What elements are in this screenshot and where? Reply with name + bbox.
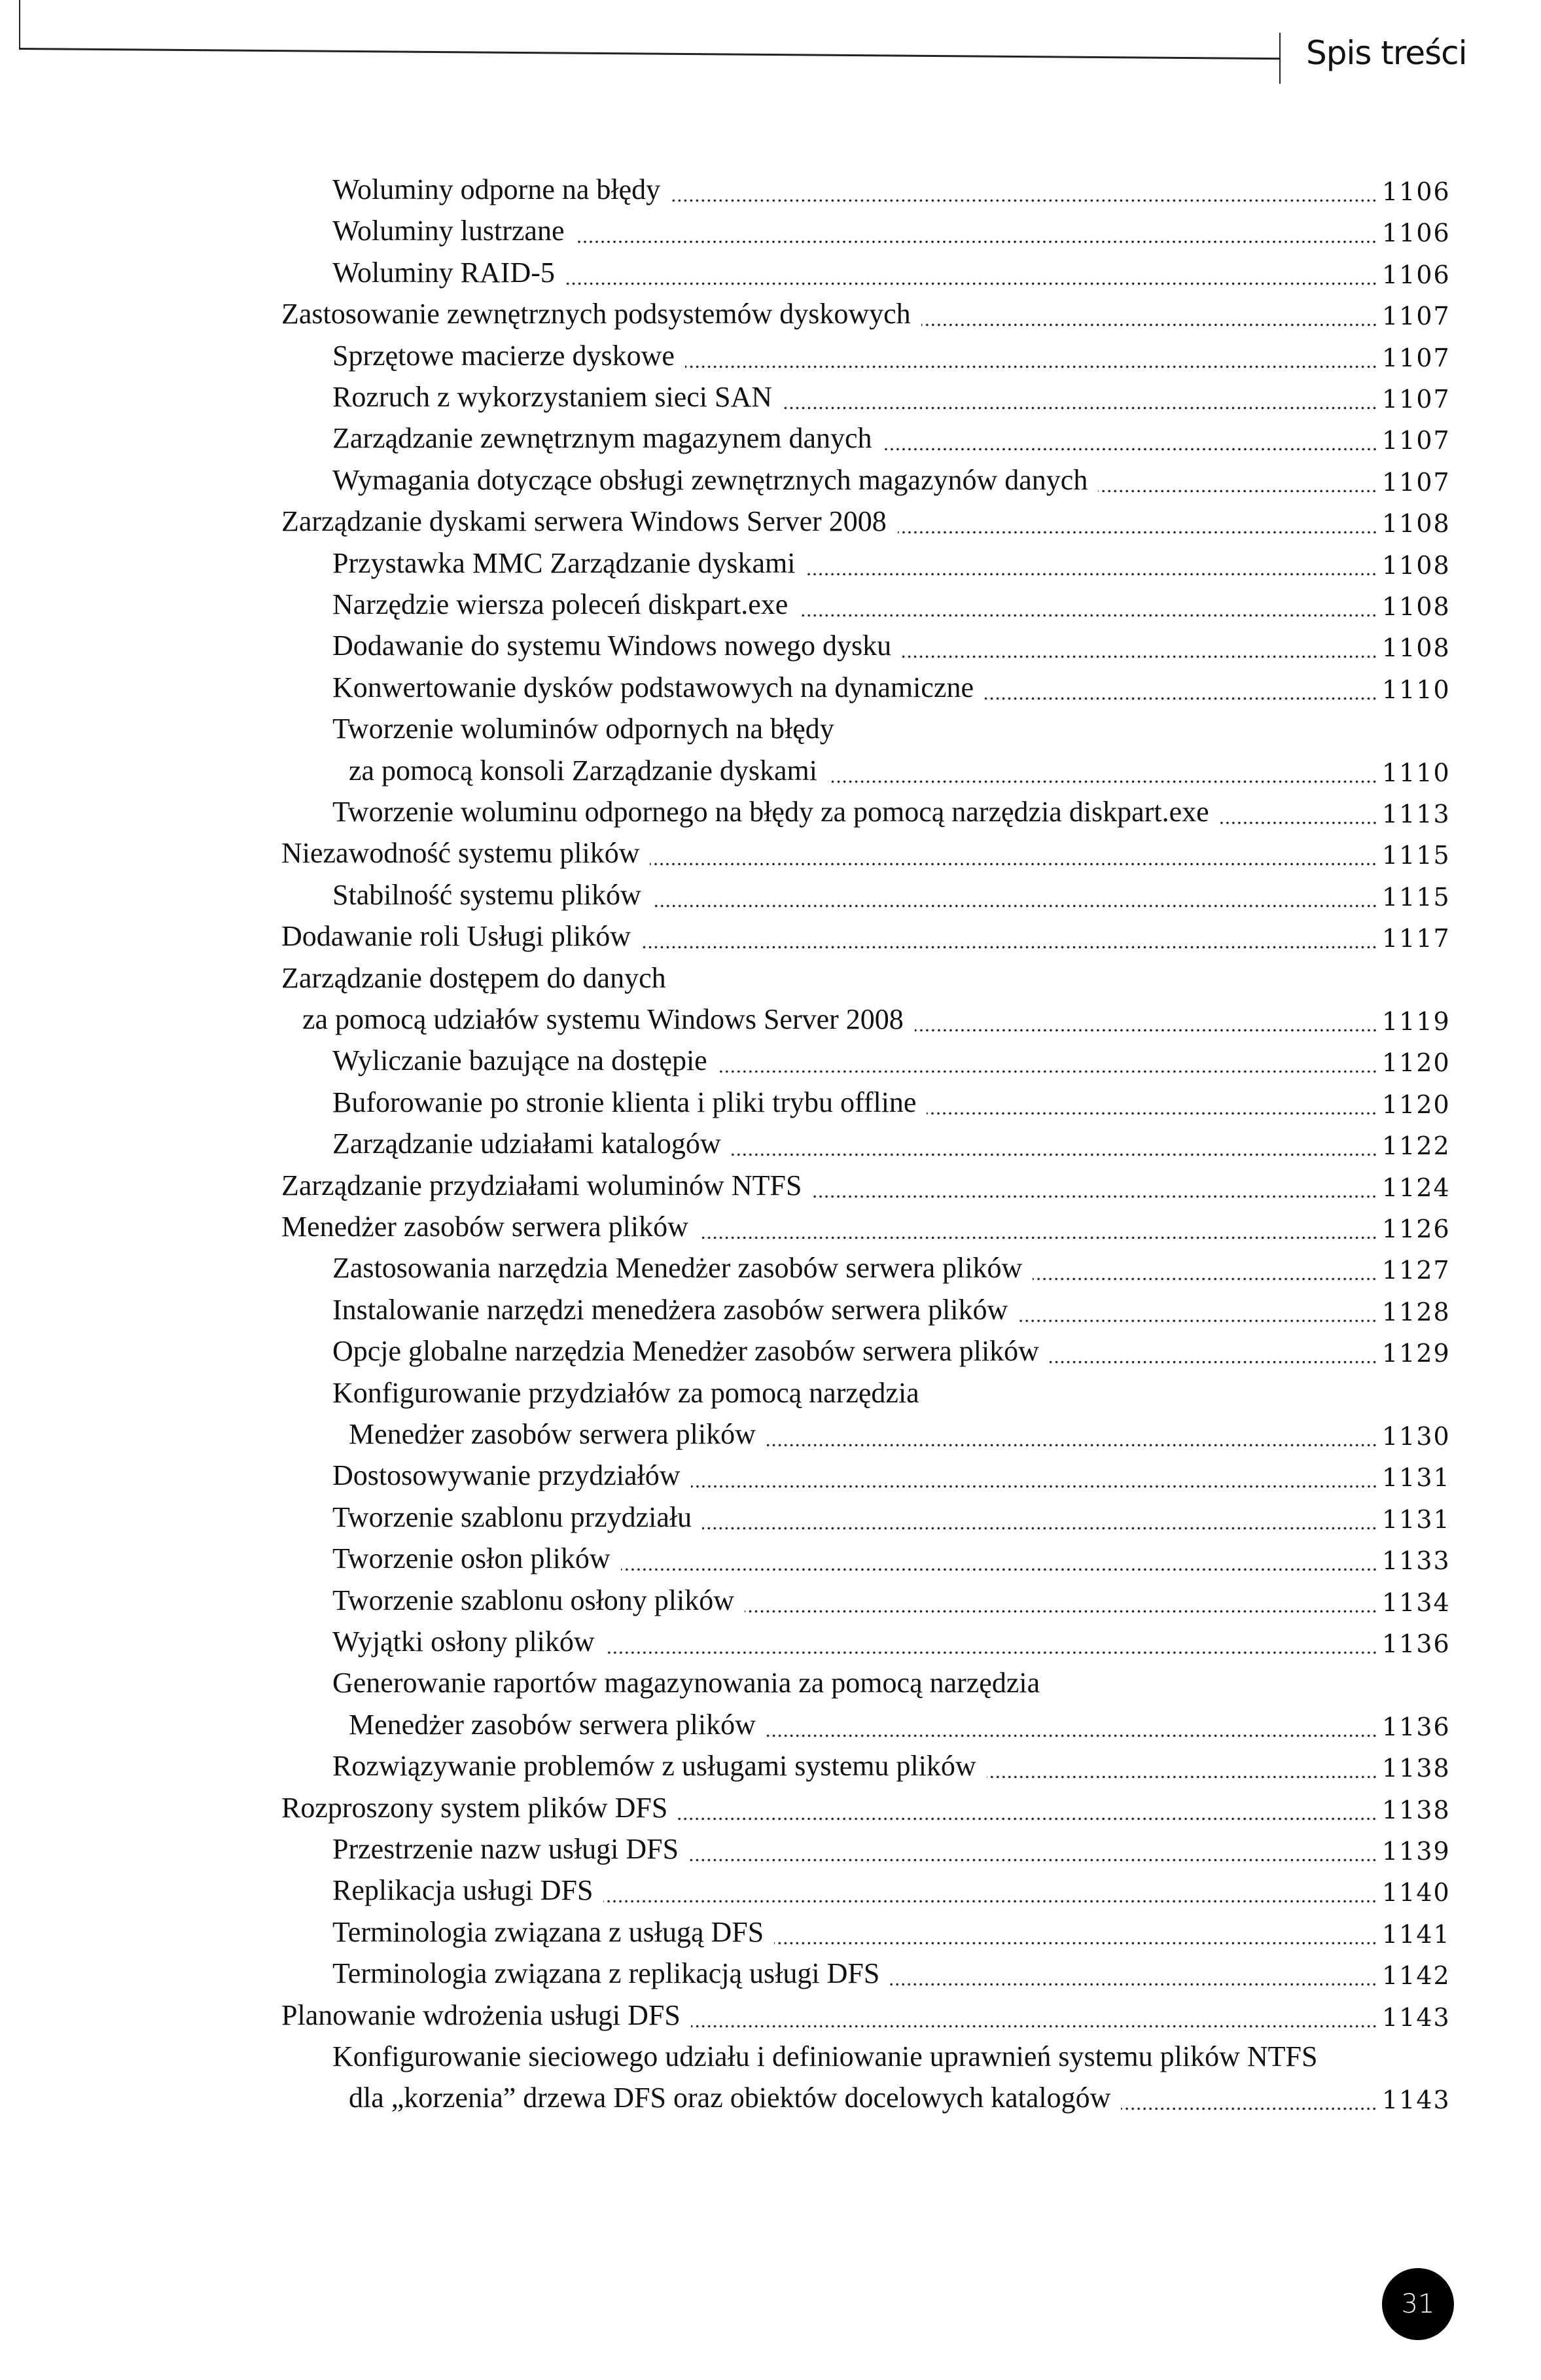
toc-entry-title: Generowanie raportów magazynowania za pomocą narzędzia <box>332 1667 1040 1699</box>
toc-entry-page: 1108 <box>1382 633 1451 663</box>
toc-entry-page: 1128 <box>1382 1297 1451 1326</box>
page-number: 31 <box>1401 2289 1435 2319</box>
toc-entry-page: 1120 <box>1382 1090 1451 1119</box>
dot-leader <box>984 667 1377 708</box>
toc-entry-title: Zarządzanie zewnętrznym magazynem danych <box>332 422 872 455</box>
toc-entry-page: 1108 <box>1382 509 1451 539</box>
toc-entry-title: Terminologia związana z usługą DFS <box>332 1915 764 1948</box>
toc-entry[interactable] <box>0 1040 1541 1081</box>
dot-leader <box>1098 459 1377 501</box>
dot-leader <box>603 1870 1377 1911</box>
toc-entry[interactable] <box>0 376 1541 417</box>
toc-entry-page: 1107 <box>1382 467 1451 497</box>
dot-leader <box>927 1082 1377 1123</box>
dot-leader <box>691 1455 1377 1496</box>
toc-entry-title: Dodawanie roli Usługi plików <box>281 920 631 953</box>
toc-entry[interactable] <box>0 999 1541 1040</box>
toc-entry-title: Tworzenie woluminu odpornego na błędy za pomocą narzędzia diskpart.exe <box>332 796 1209 828</box>
dot-leader <box>575 210 1377 251</box>
dot-leader <box>652 874 1377 915</box>
toc-entry-page: 1142 <box>1382 1961 1451 1991</box>
dot-leader <box>783 376 1377 417</box>
dot-leader <box>1018 1289 1377 1330</box>
toc-entry[interactable] <box>0 957 1541 999</box>
toc-entry-title: Narzędzie wiersza poleceń diskpart.exe <box>332 588 788 620</box>
dot-leader <box>1033 1247 1377 1288</box>
toc-entry-page: 1115 <box>1382 882 1451 912</box>
toc-entry-title: Planowanie wdrożenia usługi DFS <box>281 1998 681 2031</box>
toc-entry-title: Zastosowania narzędzia Menedżer zasobów serwera plików <box>332 1252 1023 1285</box>
toc-entry[interactable] <box>0 1745 1541 1786</box>
toc-entry[interactable] <box>0 667 1541 708</box>
toc-entry-title: Zarządzanie przydziałami woluminów NTFS <box>281 1169 802 1201</box>
toc-entry-title: Wymagania dotyczące obsługi zewnętrznych magazynów danych <box>332 463 1088 496</box>
toc-entry[interactable] <box>0 1247 1541 1288</box>
dot-leader <box>678 1787 1377 1828</box>
toc-entry-title: Zarządzanie udziałami katalogów <box>332 1128 721 1160</box>
dot-leader <box>565 252 1377 293</box>
toc-entry-title: za pomocą udziałów systemu Windows Server 2008 <box>302 1003 904 1035</box>
dot-leader <box>898 501 1377 542</box>
toc-entry[interactable] <box>0 1165 1541 1206</box>
toc-entry-title: Niezawodność systemu plików <box>281 837 640 870</box>
toc-entry[interactable] <box>0 1953 1541 1994</box>
toc-entry-title: Woluminy lustrzane <box>332 215 565 247</box>
header-rule-vertical-left <box>19 0 20 50</box>
dot-leader <box>828 750 1377 791</box>
toc-entry[interactable] <box>0 625 1541 666</box>
toc-entry[interactable] <box>0 1995 1541 2036</box>
page-number-badge <box>1382 2268 1454 2340</box>
toc-entry-title: Tworzenie osłon plików <box>332 1542 611 1575</box>
dot-leader <box>702 1497 1377 1538</box>
toc-entry-title: Dodawanie do systemu Windows nowego dysku <box>332 630 892 662</box>
toc-entry[interactable] <box>0 169 1541 210</box>
toc-entry[interactable] <box>0 832 1541 874</box>
toc-entry-page: 1124 <box>1382 1173 1451 1202</box>
toc-entry-page: 1120 <box>1382 1048 1451 1078</box>
toc-entry[interactable] <box>0 1911 1541 1953</box>
toc-entry-title: dla „korzenia” drzewa DFS oraz obiektów docelowych katalogów <box>349 2082 1111 2114</box>
dot-leader <box>766 1704 1377 1745</box>
toc-entry[interactable] <box>0 1704 1541 1745</box>
dot-leader <box>1121 2077 1377 2118</box>
dot-leader <box>685 335 1377 376</box>
toc-entry-page: 1107 <box>1382 426 1451 455</box>
toc-entry-title: Woluminy odporne na błędy <box>332 173 661 205</box>
toc-entry-page: 1141 <box>1382 1919 1451 1949</box>
dot-leader <box>1050 1330 1377 1372</box>
toc-entry-page: 1106 <box>1382 260 1451 289</box>
toc-entry[interactable] <box>0 252 1541 293</box>
toc-entry-title: za pomocą konsoli Zarządzanie dyskami <box>349 754 817 787</box>
toc-entry-page: 1143 <box>1382 2086 1451 2115</box>
dot-leader <box>798 584 1377 625</box>
toc-entry-title: Przestrzenie nazw usługi DFS <box>332 1833 679 1865</box>
toc-entry-page: 1107 <box>1382 343 1451 372</box>
toc-entry-page: 1134 <box>1382 1588 1451 1617</box>
toc-entry-title: Menedżer zasobów serwera plików <box>349 1418 756 1450</box>
toc-entry-page: 1106 <box>1382 219 1451 248</box>
toc-entry-page: 1133 <box>1382 1546 1451 1576</box>
toc-entry[interactable] <box>0 501 1541 542</box>
dot-leader <box>605 1621 1377 1662</box>
dot-leader <box>641 915 1377 957</box>
toc-entry-page: 1138 <box>1382 1754 1451 1783</box>
toc-entry[interactable] <box>0 1082 1541 1123</box>
toc-entry-title: Wyjątki osłony plików <box>332 1625 595 1658</box>
toc-entry-page: 1110 <box>1382 758 1451 787</box>
toc-entry[interactable] <box>0 1455 1541 1496</box>
toc-entry-title: Zarządzanie dostępem do danych <box>281 961 666 994</box>
header-rule-vertical-right <box>1279 33 1281 84</box>
toc-entry[interactable] <box>0 417 1541 459</box>
toc-entry-title: Tworzenie woluminów odpornych na błędy <box>332 713 834 745</box>
toc-entry-title: Instalowanie narzędzi menedżera zasobów serwera plików <box>332 1293 1008 1326</box>
dot-leader <box>812 1165 1377 1206</box>
toc-entry-title: Stabilność systemu plików <box>332 878 641 911</box>
dot-leader <box>699 1206 1377 1247</box>
dot-leader <box>806 542 1377 584</box>
toc-entry-page: 1119 <box>1382 1007 1451 1036</box>
toc-entry-title: Zarządzanie dyskami serwera Windows Server 2008 <box>281 505 887 538</box>
toc-entry-title: Przystawka MMC Zarządzanie dyskami <box>332 546 796 579</box>
toc-entry[interactable] <box>0 1580 1541 1621</box>
dot-leader <box>883 417 1377 459</box>
dot-leader <box>921 293 1377 334</box>
toc-entry[interactable] <box>0 1497 1541 1538</box>
toc-entry[interactable] <box>0 1330 1541 1372</box>
toc-entry-title: Tworzenie szablonu osłony plików <box>332 1584 735 1616</box>
dot-leader <box>902 625 1377 666</box>
toc-entry[interactable] <box>0 2036 1541 2077</box>
toc-entry[interactable] <box>0 1538 1541 1579</box>
toc-entry-page: 1108 <box>1382 592 1451 621</box>
dot-leader <box>774 1911 1377 1953</box>
toc-entry-title: Woluminy RAID-5 <box>332 256 555 289</box>
toc-entry-page: 1107 <box>1382 302 1451 331</box>
toc-entry[interactable] <box>0 874 1541 915</box>
toc-entry-title: Konfigurowanie sieciowego udziału i definiowanie uprawnień systemu plików NTFS <box>332 2040 1318 2072</box>
toc-entry-title: Sprzętowe macierze dyskowe <box>332 339 675 372</box>
toc-entry-page: 1131 <box>1382 1504 1451 1534</box>
toc-entry-title: Wyliczanie bazujące na dostępie <box>332 1044 707 1077</box>
toc-entry-page: 1130 <box>1382 1422 1451 1451</box>
toc-entry[interactable] <box>0 1621 1541 1662</box>
dot-leader <box>766 1413 1377 1455</box>
toc-entry-page: 1127 <box>1382 1256 1451 1285</box>
toc-entry-page: 1129 <box>1382 1339 1451 1368</box>
toc-entry-page: 1108 <box>1382 550 1451 580</box>
toc-entry-page: 1107 <box>1382 385 1451 414</box>
dot-leader <box>915 999 1377 1040</box>
toc-entry-title: Zastosowanie zewnętrznych podsystemów dyskowych <box>281 298 911 330</box>
toc-entry[interactable] <box>0 1870 1541 1911</box>
dot-leader <box>691 1995 1377 2036</box>
toc-entry[interactable] <box>0 584 1541 625</box>
dot-leader <box>1220 791 1377 832</box>
toc-entry[interactable] <box>0 791 1541 832</box>
toc-entry[interactable] <box>0 1206 1541 1247</box>
toc-entry[interactable] <box>0 750 1541 791</box>
running-title: Spis treści <box>1306 34 1467 72</box>
dot-leader <box>718 1040 1377 1081</box>
toc-entry-page: 1136 <box>1382 1712 1451 1741</box>
toc-entry[interactable] <box>0 1413 1541 1455</box>
toc-entry-page: 1117 <box>1382 924 1451 953</box>
toc-entry-page: 1110 <box>1382 675 1451 704</box>
toc-entry-title: Konwertowanie dysków podstawowych na dynamiczne <box>332 671 974 703</box>
toc-entry[interactable] <box>0 459 1541 501</box>
toc-entry[interactable] <box>0 1123 1541 1164</box>
toc-entry-page: 1143 <box>1382 2002 1451 2032</box>
dot-leader <box>671 169 1377 210</box>
header-rule <box>19 48 1280 60</box>
toc-entry-title: Rozruch z wykorzystaniem sieci SAN <box>332 381 773 413</box>
toc-entry-title: Menedżer zasobów serwera plików <box>349 1708 756 1741</box>
toc-entry-page: 1131 <box>1382 1463 1451 1493</box>
toc-entry-title: Rozwiązywanie problemów z usługami systemu plików <box>332 1750 976 1783</box>
toc-entry-page: 1106 <box>1382 177 1451 206</box>
toc-entry[interactable] <box>0 335 1541 376</box>
toc-entry-title: Replikacja usługi DFS <box>332 1874 593 1907</box>
toc-entry[interactable] <box>0 210 1541 251</box>
toc-entry-page: 1140 <box>1382 1878 1451 1908</box>
toc-entry-title: Konfigurowanie przydziałów za pomocą narzędzia <box>332 1376 919 1409</box>
toc-entry[interactable] <box>0 293 1541 334</box>
dot-leader <box>745 1580 1377 1621</box>
toc-entry-title: Rozproszony system plików DFS <box>281 1791 668 1824</box>
toc-entry[interactable] <box>0 542 1541 584</box>
dot-leader <box>987 1745 1377 1786</box>
dot-leader <box>621 1538 1377 1579</box>
toc-entry-title: Opcje globalne narzędzia Menedżer zasobów serwera plików <box>332 1335 1039 1368</box>
dot-leader <box>732 1123 1377 1164</box>
toc-entry[interactable] <box>0 1372 1541 1413</box>
toc-entry[interactable] <box>0 1787 1541 1828</box>
dot-leader <box>689 1828 1377 1870</box>
toc-entry-title: Buforowanie po stronie klienta i pliki trybu offline <box>332 1086 917 1118</box>
toc-entry-page: 1136 <box>1382 1629 1451 1658</box>
toc-entry-page: 1115 <box>1382 841 1451 870</box>
toc-entry[interactable] <box>0 708 1541 749</box>
toc-entry-title: Tworzenie szablonu przydziału <box>332 1501 692 1533</box>
dot-leader <box>650 832 1377 874</box>
toc-entry[interactable] <box>0 1828 1541 1870</box>
toc-entry-title: Terminologia związana z replikacją usługi DFS <box>332 1957 880 1990</box>
toc-entry[interactable] <box>0 1662 1541 1703</box>
toc-entry-page: 1113 <box>1382 800 1451 828</box>
dot-leader <box>890 1953 1377 1994</box>
toc-entry-title: Dostosowywanie przydziałów <box>332 1459 681 1492</box>
toc-entry-page: 1126 <box>1382 1215 1451 1243</box>
toc-entry-page: 1122 <box>1382 1131 1451 1161</box>
toc-entry[interactable] <box>0 2077 1541 2118</box>
toc-entry[interactable] <box>0 1289 1541 1330</box>
toc-entry-title: Menedżer zasobów serwera plików <box>281 1211 688 1243</box>
toc-entry-page: 1139 <box>1382 1837 1451 1866</box>
toc-entry-page: 1138 <box>1382 1795 1451 1824</box>
toc-entry[interactable] <box>0 915 1541 957</box>
